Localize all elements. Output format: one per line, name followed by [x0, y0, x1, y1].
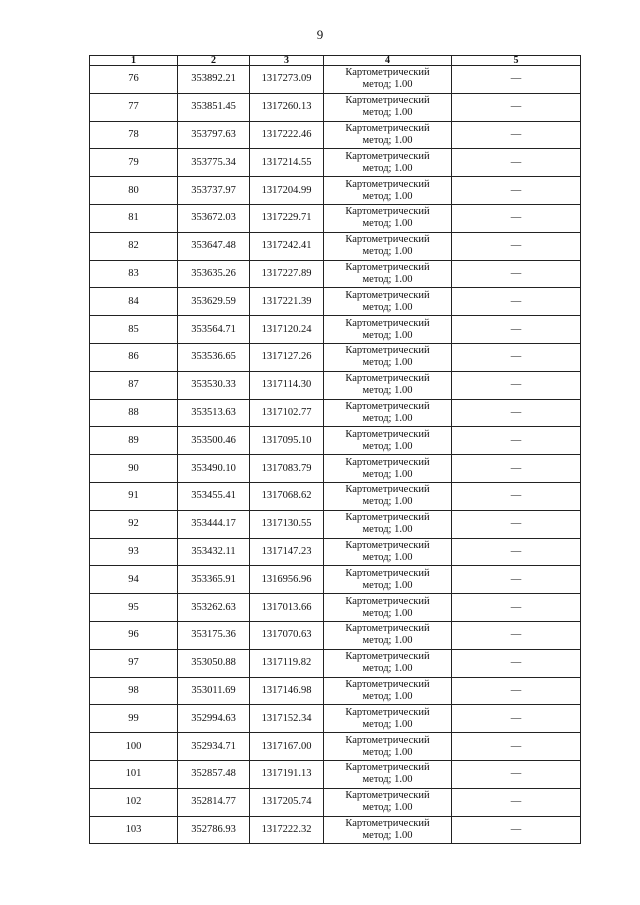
- description-cell: —: [452, 788, 581, 816]
- method-line-1: Картометрический: [345, 706, 430, 718]
- method-line-2: метод; 1.00: [362, 385, 413, 397]
- method-line-2: метод; 1.00: [362, 635, 413, 647]
- y-coordinate-cell: 1317146.98: [250, 677, 324, 705]
- method-line-2: метод; 1.00: [362, 273, 413, 285]
- y-coordinate-cell: 1317013.66: [250, 594, 324, 622]
- description-cell: —: [452, 288, 581, 316]
- table-row: [90, 510, 581, 538]
- method-line-1: Картометрический: [345, 289, 430, 301]
- y-coordinate-cell: 1317191.13: [250, 760, 324, 788]
- table-row: [90, 232, 581, 260]
- method-cell: [324, 260, 452, 288]
- method-cell: [324, 455, 452, 483]
- table-row: [90, 66, 581, 94]
- description-cell: —: [452, 733, 581, 761]
- x-coordinate-cell: 353432.11: [178, 538, 250, 566]
- method-line-1: Картометрический: [345, 234, 430, 246]
- description-cell: —: [452, 204, 581, 232]
- x-coordinate-cell: 352786.93: [178, 816, 250, 844]
- point-number-cell: 77: [90, 93, 178, 121]
- x-coordinate-cell: 353797.63: [178, 121, 250, 149]
- point-number-cell: 80: [90, 177, 178, 205]
- point-number-cell: 85: [90, 316, 178, 344]
- method-line-2: метод; 1.00: [362, 246, 413, 258]
- method-cell: [324, 121, 452, 149]
- description-cell: —: [452, 621, 581, 649]
- description-cell: —: [452, 705, 581, 733]
- method-cell: [324, 705, 452, 733]
- x-coordinate-cell: 353455.41: [178, 482, 250, 510]
- method-line-1: Картометрический: [345, 539, 430, 551]
- method-line-2: метод; 1.00: [362, 218, 413, 230]
- description-cell: —: [452, 93, 581, 121]
- method-cell: [324, 66, 452, 94]
- table-row: [90, 288, 581, 316]
- method-cell: [324, 649, 452, 677]
- y-coordinate-cell: 1317221.39: [250, 288, 324, 316]
- table-row: [90, 260, 581, 288]
- x-coordinate-cell: 352934.71: [178, 733, 250, 761]
- method-line-2: метод; 1.00: [362, 440, 413, 452]
- method-line-2: метод; 1.00: [362, 746, 413, 758]
- point-number-cell: 102: [90, 788, 178, 816]
- y-coordinate-cell: 1317273.09: [250, 66, 324, 94]
- method-cell: [324, 288, 452, 316]
- page-number: 9: [316, 27, 324, 42]
- x-coordinate-cell: 352857.48: [178, 760, 250, 788]
- table-row: [90, 482, 581, 510]
- x-coordinate-cell: 353490.10: [178, 455, 250, 483]
- description-cell: —: [452, 482, 581, 510]
- table-row: [90, 316, 581, 344]
- point-number-cell: 90: [90, 455, 178, 483]
- column-header: 4: [324, 56, 452, 66]
- x-coordinate-cell: 353513.63: [178, 399, 250, 427]
- table-row: [90, 733, 581, 761]
- description-cell: —: [452, 677, 581, 705]
- description-cell: —: [452, 816, 581, 844]
- y-coordinate-cell: 1317222.32: [250, 816, 324, 844]
- method-line-1: Картометрический: [345, 150, 430, 162]
- method-line-2: метод; 1.00: [362, 802, 413, 814]
- point-number-cell: 89: [90, 427, 178, 455]
- method-line-1: Картометрический: [345, 678, 430, 690]
- y-coordinate-cell: 1317214.55: [250, 149, 324, 177]
- method-line-1: Картометрический: [345, 345, 430, 357]
- method-cell: [324, 371, 452, 399]
- y-coordinate-cell: 1317222.46: [250, 121, 324, 149]
- table-row: [90, 427, 581, 455]
- table-row: [90, 93, 581, 121]
- method-line-1: Картометрический: [345, 512, 430, 524]
- method-line-1: Картометрический: [345, 400, 430, 412]
- x-coordinate-cell: 353262.63: [178, 594, 250, 622]
- point-number-cell: 99: [90, 705, 178, 733]
- method-line-2: метод; 1.00: [362, 329, 413, 341]
- table-row: [90, 677, 581, 705]
- table-row: [90, 788, 581, 816]
- method-cell: [324, 93, 452, 121]
- x-coordinate-cell: 353647.48: [178, 232, 250, 260]
- description-cell: —: [452, 399, 581, 427]
- y-coordinate-cell: 1317083.79: [250, 455, 324, 483]
- description-cell: —: [452, 232, 581, 260]
- x-coordinate-cell: 353737.97: [178, 177, 250, 205]
- point-number-cell: 79: [90, 149, 178, 177]
- method-cell: [324, 232, 452, 260]
- description-cell: —: [452, 427, 581, 455]
- x-coordinate-cell: 353892.21: [178, 66, 250, 94]
- method-cell: [324, 760, 452, 788]
- y-coordinate-cell: 1317127.26: [250, 343, 324, 371]
- method-cell: [324, 538, 452, 566]
- table-row: [90, 149, 581, 177]
- table-row: [90, 705, 581, 733]
- method-line-2: метод; 1.00: [362, 412, 413, 424]
- method-line-2: метод; 1.00: [362, 301, 413, 313]
- x-coordinate-cell: 353500.46: [178, 427, 250, 455]
- table-row: [90, 538, 581, 566]
- method-line-2: метод; 1.00: [362, 551, 413, 563]
- point-number-cell: 93: [90, 538, 178, 566]
- method-line-2: метод; 1.00: [362, 162, 413, 174]
- point-number-cell: 88: [90, 399, 178, 427]
- table-row: [90, 566, 581, 594]
- point-number-cell: 82: [90, 232, 178, 260]
- method-line-2: метод; 1.00: [362, 190, 413, 202]
- method-line-1: Картометрический: [345, 651, 430, 663]
- y-coordinate-cell: 1317095.10: [250, 427, 324, 455]
- table-row: [90, 621, 581, 649]
- method-line-2: метод; 1.00: [362, 607, 413, 619]
- point-number-cell: 96: [90, 621, 178, 649]
- x-coordinate-cell: 353672.03: [178, 204, 250, 232]
- x-coordinate-cell: 353011.69: [178, 677, 250, 705]
- description-cell: —: [452, 649, 581, 677]
- method-cell: [324, 204, 452, 232]
- y-coordinate-cell: 1316956.96: [250, 566, 324, 594]
- x-coordinate-cell: 352814.77: [178, 788, 250, 816]
- column-header: 1: [90, 56, 178, 66]
- method-line-1: Картометрический: [345, 428, 430, 440]
- x-coordinate-cell: 353629.59: [178, 288, 250, 316]
- y-coordinate-cell: 1317229.71: [250, 204, 324, 232]
- method-line-1: Картометрический: [345, 567, 430, 579]
- description-cell: —: [452, 121, 581, 149]
- point-number-cell: 92: [90, 510, 178, 538]
- point-number-cell: 78: [90, 121, 178, 149]
- method-line-1: Картометрический: [345, 95, 430, 107]
- description-cell: —: [452, 371, 581, 399]
- method-line-2: метод; 1.00: [362, 524, 413, 536]
- table-row: [90, 594, 581, 622]
- description-cell: —: [452, 594, 581, 622]
- table-row: [90, 121, 581, 149]
- method-cell: [324, 427, 452, 455]
- method-line-2: метод; 1.00: [362, 579, 413, 591]
- point-number-cell: 94: [90, 566, 178, 594]
- x-coordinate-cell: 353635.26: [178, 260, 250, 288]
- description-cell: —: [452, 66, 581, 94]
- table-row: [90, 649, 581, 677]
- column-header: 5: [452, 56, 581, 66]
- method-line-2: метод; 1.00: [362, 829, 413, 841]
- point-number-cell: 84: [90, 288, 178, 316]
- x-coordinate-cell: 353564.71: [178, 316, 250, 344]
- method-cell: [324, 149, 452, 177]
- method-line-2: метод; 1.00: [362, 134, 413, 146]
- description-cell: —: [452, 149, 581, 177]
- point-number-cell: 98: [90, 677, 178, 705]
- method-line-2: метод; 1.00: [362, 468, 413, 480]
- y-coordinate-cell: 1317070.63: [250, 621, 324, 649]
- y-coordinate-cell: 1317119.82: [250, 649, 324, 677]
- method-cell: [324, 677, 452, 705]
- method-cell: [324, 733, 452, 761]
- method-line-2: метод; 1.00: [362, 107, 413, 119]
- x-coordinate-cell: 353536.65: [178, 343, 250, 371]
- description-cell: —: [452, 510, 581, 538]
- y-coordinate-cell: 1317120.24: [250, 316, 324, 344]
- method-line-1: Картометрический: [345, 456, 430, 468]
- method-line-2: метод; 1.00: [362, 496, 413, 508]
- method-cell: [324, 621, 452, 649]
- description-cell: —: [452, 316, 581, 344]
- description-cell: —: [452, 343, 581, 371]
- x-coordinate-cell: 352994.63: [178, 705, 250, 733]
- table-row: [90, 760, 581, 788]
- method-cell: [324, 482, 452, 510]
- method-line-1: Картометрический: [345, 206, 430, 218]
- point-number-cell: 103: [90, 816, 178, 844]
- column-header: 2: [178, 56, 250, 66]
- method-cell: [324, 788, 452, 816]
- method-line-2: метод; 1.00: [362, 690, 413, 702]
- table-row: [90, 816, 581, 844]
- method-line-1: Картометрический: [345, 67, 430, 79]
- x-coordinate-cell: 353175.36: [178, 621, 250, 649]
- point-number-cell: 81: [90, 204, 178, 232]
- description-cell: —: [452, 455, 581, 483]
- column-header: 3: [250, 56, 324, 66]
- method-cell: [324, 177, 452, 205]
- method-line-1: Картометрический: [345, 817, 430, 829]
- y-coordinate-cell: 1317147.23: [250, 538, 324, 566]
- method-line-1: Картометрический: [345, 623, 430, 635]
- y-coordinate-cell: 1317068.62: [250, 482, 324, 510]
- y-coordinate-cell: 1317167.00: [250, 733, 324, 761]
- point-number-cell: 91: [90, 482, 178, 510]
- method-line-2: метод; 1.00: [362, 79, 413, 91]
- method-cell: [324, 816, 452, 844]
- x-coordinate-cell: 353775.34: [178, 149, 250, 177]
- x-coordinate-cell: 353530.33: [178, 371, 250, 399]
- x-coordinate-cell: 353050.88: [178, 649, 250, 677]
- method-line-1: Картометрический: [345, 178, 430, 190]
- method-line-1: Картометрический: [345, 595, 430, 607]
- method-line-1: Картометрический: [345, 261, 430, 273]
- point-number-cell: 95: [90, 594, 178, 622]
- y-coordinate-cell: 1317152.34: [250, 705, 324, 733]
- point-number-cell: 101: [90, 760, 178, 788]
- x-coordinate-cell: 353851.45: [178, 93, 250, 121]
- method-cell: [324, 316, 452, 344]
- point-number-cell: 87: [90, 371, 178, 399]
- table-row: [90, 371, 581, 399]
- description-cell: —: [452, 538, 581, 566]
- y-coordinate-cell: 1317260.13: [250, 93, 324, 121]
- table-row: [90, 455, 581, 483]
- table-row: [90, 204, 581, 232]
- method-line-2: метод; 1.00: [362, 663, 413, 675]
- x-coordinate-cell: 353444.17: [178, 510, 250, 538]
- point-number-cell: 86: [90, 343, 178, 371]
- method-line-1: Картометрический: [345, 373, 430, 385]
- y-coordinate-cell: 1317227.89: [250, 260, 324, 288]
- y-coordinate-cell: 1317130.55: [250, 510, 324, 538]
- method-cell: [324, 343, 452, 371]
- x-coordinate-cell: 353365.91: [178, 566, 250, 594]
- method-line-1: Картометрический: [345, 762, 430, 774]
- method-line-1: Картометрический: [345, 317, 430, 329]
- method-line-1: Картометрический: [345, 734, 430, 746]
- y-coordinate-cell: 1317114.30: [250, 371, 324, 399]
- description-cell: —: [452, 177, 581, 205]
- method-cell: [324, 510, 452, 538]
- method-line-1: Картометрический: [345, 122, 430, 134]
- method-cell: [324, 399, 452, 427]
- coordinates-table: [89, 55, 581, 844]
- y-coordinate-cell: 1317102.77: [250, 399, 324, 427]
- point-number-cell: 76: [90, 66, 178, 94]
- method-cell: [324, 566, 452, 594]
- table-body: [90, 66, 581, 844]
- table-header-row: [90, 56, 581, 66]
- point-number-cell: 97: [90, 649, 178, 677]
- description-cell: —: [452, 566, 581, 594]
- table-row: [90, 399, 581, 427]
- method-line-2: метод; 1.00: [362, 774, 413, 786]
- method-line-1: Картометрический: [345, 790, 430, 802]
- table-row: [90, 177, 581, 205]
- method-line-1: Картометрический: [345, 484, 430, 496]
- description-cell: —: [452, 760, 581, 788]
- table-row: [90, 343, 581, 371]
- y-coordinate-cell: 1317242.41: [250, 232, 324, 260]
- method-line-2: метод; 1.00: [362, 357, 413, 369]
- point-number-cell: 83: [90, 260, 178, 288]
- y-coordinate-cell: 1317205.74: [250, 788, 324, 816]
- method-line-2: метод; 1.00: [362, 718, 413, 730]
- y-coordinate-cell: 1317204.99: [250, 177, 324, 205]
- point-number-cell: 100: [90, 733, 178, 761]
- method-cell: [324, 594, 452, 622]
- description-cell: —: [452, 260, 581, 288]
